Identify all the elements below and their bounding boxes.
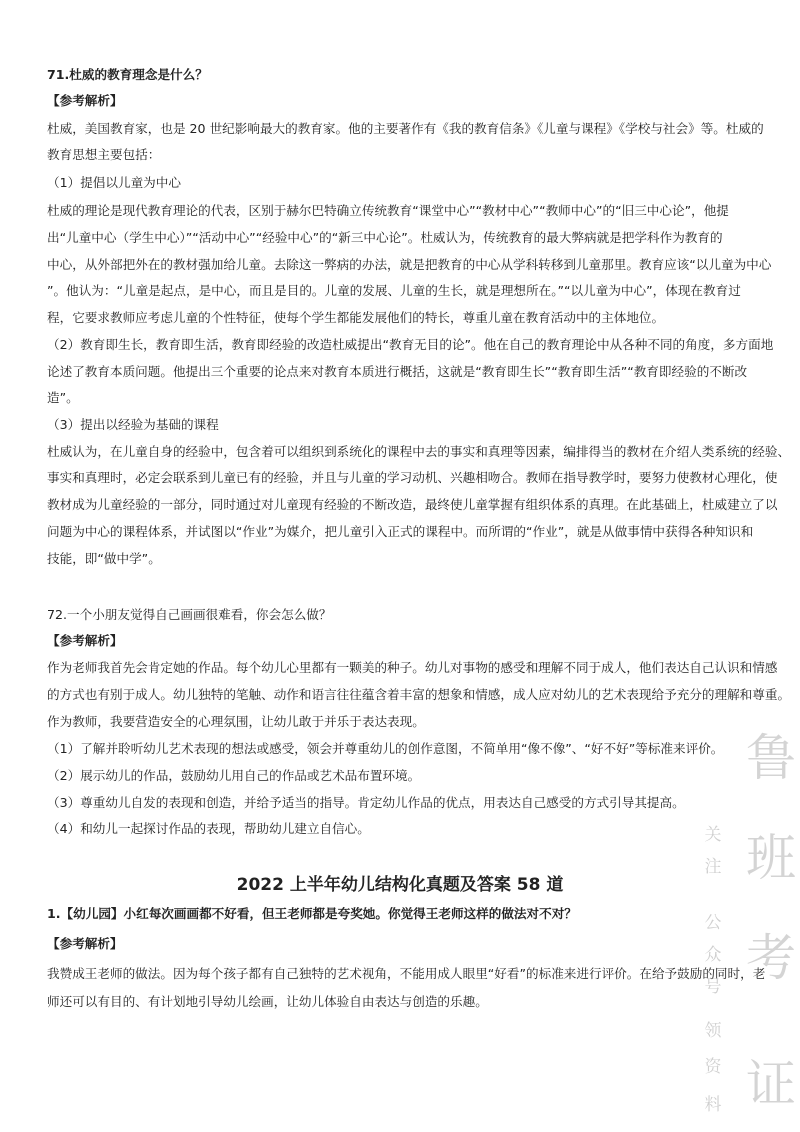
q71-title: 71.杜威的教育理念是什么？ (47, 67, 208, 82)
q72-answer-line-2: 的方式也有别于成人。幼儿独特的笔触、动作和语言往往蕴含着丰富的想象和情感，成人应对幼儿的艺术表现给予充分的理解和尊重。 (47, 687, 791, 702)
q71-intro-line-2: 教育思想主要包括： (47, 147, 161, 162)
q71-point3-line-4: 问题为中心的课程体系，并试图以“作业”为媒介，把儿童引入正式的课程中。而所谓的“作业”，就是从做事情中获得各种知识和 (47, 524, 754, 539)
q72-title: 72.一个小朋友觉得自己画画很难看，你会怎么做？ (47, 607, 332, 622)
watermark-char: 考 (746, 929, 796, 987)
section-title: 2022 上半年幼儿结构化真题及答案 58 道 (236, 875, 564, 895)
watermark-char: 资 (704, 1057, 722, 1077)
s1-answer-line-1: 我赞成王老师的做法。因为每个孩子都有自己独特的艺术视角，不能用成人眼里“好看”的标准来进行评价。在给予鼓励的同时，老 (47, 966, 766, 981)
q71-point2-line-3: 造”。 (47, 390, 79, 405)
s1-ref-label: 【参考解析】 (47, 936, 123, 951)
q71-ref-label: 【参考解析】 (47, 93, 123, 108)
q72-item-1: （1）了解并聆听幼儿艺术表现的想法或感受，领会并尊重幼儿的创作意图，不简单用“像不像”、“好不好”等标准来评价。 (47, 741, 724, 756)
watermark-char: 班 (746, 829, 796, 887)
q71-point1-line-1: 杜威的理论是现代教育理论的代表，区别于赫尔巴特确立传统教育“课堂中心”“教材中心”“教师中心”的“旧三中心论”，他提 (47, 203, 729, 218)
q71-point3-line-1: 杜威认为，在儿童自身的经验中，包含着可以组织到系统化的课程中去的事实和真理等因素，编排得当的教材在介绍人类系统的经验、 (47, 444, 791, 459)
s1-answer-line-2: 师还可以有目的、有计划地引导幼儿绘画，让幼儿体验自由表达与创造的乐趣。 (47, 994, 488, 1009)
q72-ref-label: 【参考解析】 (47, 633, 123, 648)
s1-title: 1.【幼儿园】小红每次画画都不好看，但王老师都是夸奖她。你觉得王老师这样的做法对不对？ (47, 906, 577, 921)
watermark-char: 众 (704, 945, 722, 965)
q71-point1-heading: （1）提倡以儿童为中心 (47, 175, 181, 190)
watermark-char: 证 (746, 1055, 796, 1113)
q71-point3-line-5: 技能，即“做中学”。 (47, 551, 161, 566)
q72-answer-line-1: 作为老师我首先会肯定她的作品。每个幼儿心里都有一颗美的种子。幼儿对事物的感受和理解不同于成人，他们表达自己认识和情感 (47, 660, 778, 675)
q71-intro-line-1: 杜威，美国教育家，也是 20 世纪影响最大的教育家。他的主要著作有《我的教育信条》《儿童与课程》《学校与社会》等。杜威的 (47, 121, 764, 136)
watermark-char: 关 (704, 825, 722, 845)
q71-point3-line-2: 事实和真理时，必定会联系到儿童已有的经验，并且与儿童的学习动机、兴趣相吻合。教师在指导教学时，要努力使教材心理化，使 (47, 470, 778, 485)
q71-point3-heading: （3）提出以经验为基础的课程 (47, 417, 219, 432)
q71-point2-line-2: 论述了教育本质问题。他提出三个重要的论点来对教育本质进行概括，这就是“教育即生长”“教育即生活”“教育即经验的不断改 (47, 364, 748, 379)
q72-item-2: （2）展示幼儿的作品，鼓励幼儿用自己的作品或艺术品布置环境。 (47, 768, 421, 783)
watermark-char: 号 (704, 977, 722, 997)
watermark-char: 鲁 (746, 729, 796, 787)
q72-answer-line-3: 作为教师，我要营造安全的心理氛围，让幼儿敢于并乐于表达表现。 (47, 714, 425, 729)
q71-point1-line-5: 程，它要求教师应考虑儿童的个性特征，使每个学生都能发展他们的特长，尊重儿童在教育活动中的主体地位。 (47, 310, 665, 325)
q71-point3-line-3: 教材成为儿童经验的一部分，同时通过对儿童现有经验的不断改造，最终使儿童掌握有组织体系的真理。在此基础上，杜威建立了以 (47, 497, 778, 512)
q71-point1-line-2: 出“儿童中心（学生中心）”“活动中心”“经验中心”的“新三中心论”。杜威认为，传统教育的最大弊病就是把学科作为教育的 (47, 230, 723, 245)
q71-point2-line-1: （2）教育即生长，教育即生活，教育即经验的改造杜威提出“教育无目的论”。他在自己的教育理论中从各种不同的角度，多方面地 (47, 337, 774, 352)
q72-item-3: （3）尊重幼儿自发的表现和创造，并给予适当的指导。肯定幼儿作品的优点，用表达自己感受的方式引导其提高。 (47, 795, 685, 810)
q71-point1-line-4: ”。他认为：“儿童是起点，是中心，而且是目的。儿童的发展、儿童的生长，就是理想所在。”“以儿童为中心”，体现在教育过 (47, 283, 741, 298)
watermark-char: 领 (704, 1021, 722, 1041)
q72-item-4: （4）和幼儿一起探讨作品的表现，帮助幼儿建立自信心。 (47, 821, 370, 836)
watermark-char: 公 (704, 913, 722, 933)
q71-point1-line-3: 中心，从外部把外在的教材强加给儿童。去除这一弊病的办法，就是把教育的中心从学科转移到儿童那里。教育应该“以儿童为中心 (47, 257, 772, 272)
watermark-char: 料 (704, 1095, 722, 1115)
watermark-char: 注 (704, 857, 722, 877)
